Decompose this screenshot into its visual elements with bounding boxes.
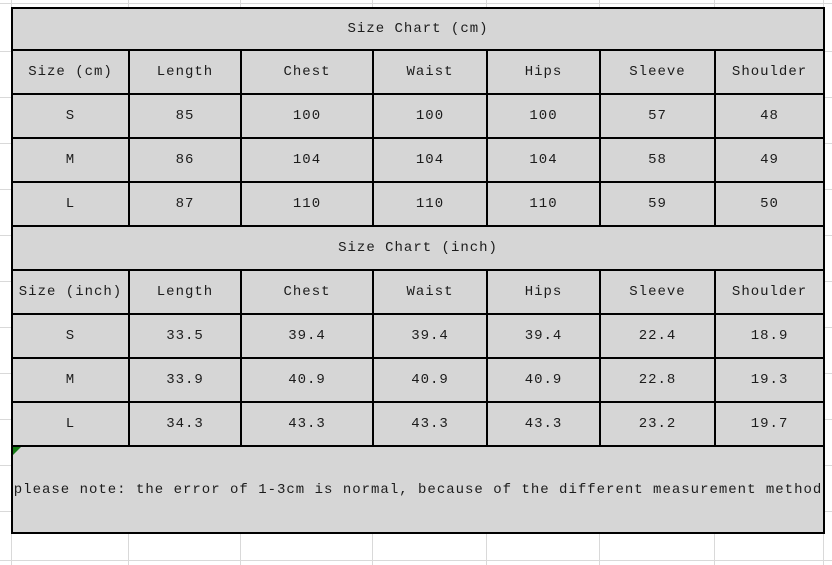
- column-header-length: Length: [129, 270, 241, 314]
- value-cell: 40.9: [487, 358, 600, 402]
- value-cell: 19.3: [715, 358, 824, 402]
- value-cell: 100: [373, 94, 487, 138]
- size-chart-cm-title: Size Chart (cm): [12, 8, 824, 50]
- size-chart-inch-title: Size Chart (inch): [12, 226, 824, 270]
- column-header-hips: Hips: [487, 270, 600, 314]
- value-cell: 110: [241, 182, 373, 226]
- size-cell: S: [12, 94, 129, 138]
- value-cell: 104: [373, 138, 487, 182]
- value-cell: 100: [487, 94, 600, 138]
- value-cell: 59: [600, 182, 715, 226]
- column-header-waist: Waist: [373, 270, 487, 314]
- value-cell: 104: [487, 138, 600, 182]
- table-row-cm-s: [12, 94, 824, 138]
- value-cell: 39.4: [373, 314, 487, 358]
- value-cell: 58: [600, 138, 715, 182]
- cm-header-row: [12, 50, 824, 94]
- value-cell: 22.8: [600, 358, 715, 402]
- column-header-length: Length: [129, 50, 241, 94]
- value-cell: 86: [129, 138, 241, 182]
- column-header-size-inch: Size (inch): [12, 270, 129, 314]
- value-cell: 39.4: [241, 314, 373, 358]
- value-cell: 34.3: [129, 402, 241, 446]
- column-header-chest: Chest: [241, 270, 373, 314]
- value-cell: 40.9: [241, 358, 373, 402]
- column-header-sleeve: Sleeve: [600, 50, 715, 94]
- gridline: [0, 3, 832, 4]
- table-row-inch-l: [12, 402, 824, 446]
- value-cell: 43.3: [241, 402, 373, 446]
- column-header-sleeve: Sleeve: [600, 270, 715, 314]
- value-cell: 57: [600, 94, 715, 138]
- value-cell: 49: [715, 138, 824, 182]
- size-cell: L: [12, 402, 129, 446]
- size-chart-table: [11, 7, 825, 534]
- size-cell: M: [12, 138, 129, 182]
- value-cell: 18.9: [715, 314, 824, 358]
- column-header-chest: Chest: [241, 50, 373, 94]
- column-header-waist: Waist: [373, 50, 487, 94]
- value-cell: 33.5: [129, 314, 241, 358]
- table-row-cm-l: [12, 182, 824, 226]
- size-cell: S: [12, 314, 129, 358]
- column-header-size-cm: Size (cm): [12, 50, 129, 94]
- value-cell: 110: [487, 182, 600, 226]
- value-cell: 85: [129, 94, 241, 138]
- size-cell: M: [12, 358, 129, 402]
- value-cell: 50: [715, 182, 824, 226]
- column-header-shoulder: Shoulder: [715, 50, 824, 94]
- cell-error-indicator-icon: [13, 447, 21, 455]
- value-cell: 39.4: [487, 314, 600, 358]
- table-row-inch-m: [12, 358, 824, 402]
- value-cell: 43.3: [373, 402, 487, 446]
- value-cell: 43.3: [487, 402, 600, 446]
- size-cell: L: [12, 182, 129, 226]
- value-cell: 40.9: [373, 358, 487, 402]
- table-row-inch-s: [12, 314, 824, 358]
- value-cell: 19.7: [715, 402, 824, 446]
- note-cell: [12, 446, 824, 533]
- value-cell: 110: [373, 182, 487, 226]
- value-cell: 100: [241, 94, 373, 138]
- value-cell: 87: [129, 182, 241, 226]
- value-cell: 22.4: [600, 314, 715, 358]
- value-cell: 23.2: [600, 402, 715, 446]
- table-row-cm-m: [12, 138, 824, 182]
- value-cell: 48: [715, 94, 824, 138]
- gridline: [0, 560, 832, 561]
- column-header-shoulder: Shoulder: [715, 270, 824, 314]
- value-cell: 33.9: [129, 358, 241, 402]
- inch-header-row: [12, 270, 824, 314]
- note-text: please note: the error of 1-3cm is normal, because of the different measurement method: [13, 481, 823, 498]
- value-cell: 104: [241, 138, 373, 182]
- column-header-hips: Hips: [487, 50, 600, 94]
